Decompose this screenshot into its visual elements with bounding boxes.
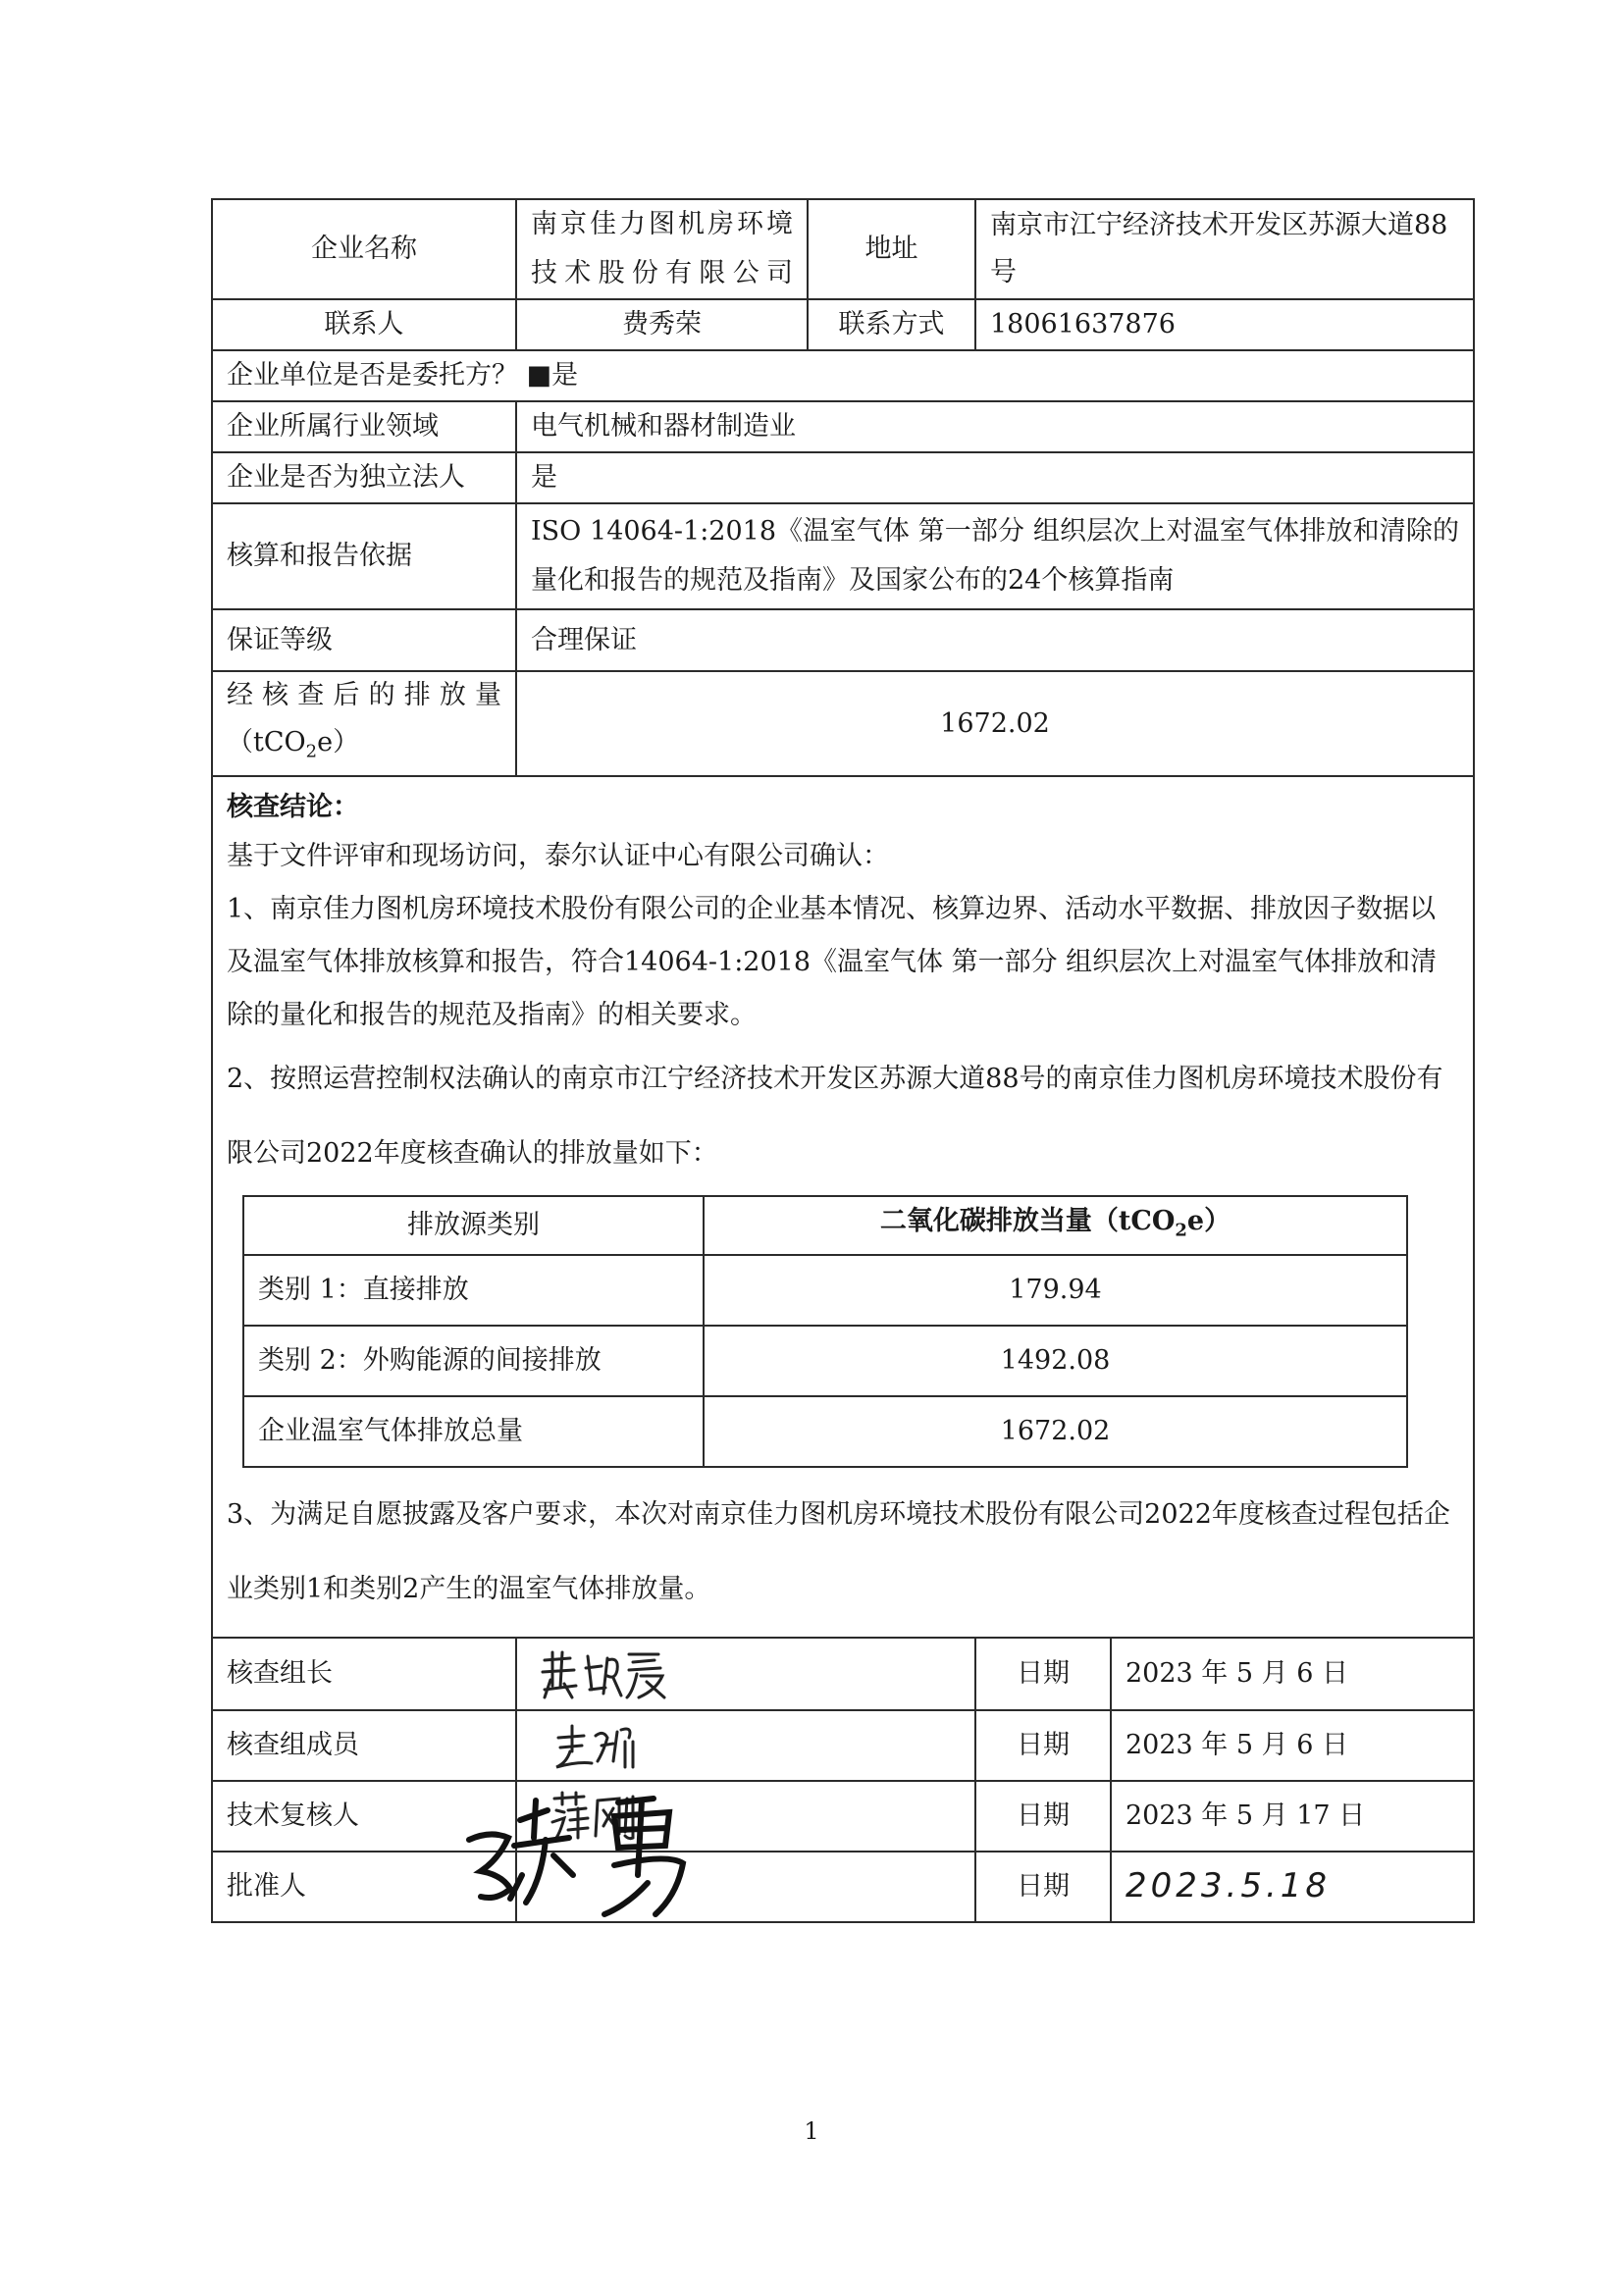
signoff-row (212, 1638, 1474, 1710)
signoff-date-handwritten (1111, 1852, 1474, 1922)
signoff-row (212, 1852, 1474, 1922)
signature-leader (516, 1638, 975, 1710)
assurance-label: 保证等级 (212, 609, 516, 671)
signoff-role: 核查组长 (212, 1638, 516, 1710)
company-name-value: 南京佳力图机房环境技术股份有限公司 (516, 199, 808, 299)
table-row (243, 1326, 1407, 1396)
assurance-value: 合理保证 (516, 609, 1474, 671)
basis-value: ISO 14064-1:2018《温室气体 第一部分 组织层次上对温室气体排放和清除的量化和报告的规范及指南》及国家公布的24个核算指南 (516, 503, 1474, 609)
verified-emissions-unit: （tCO$_2$e） (227, 727, 360, 762)
emission-value: 179.94 (704, 1255, 1407, 1326)
page-number: 1 (804, 2117, 819, 2145)
basis-label: 核算和报告依据 (212, 503, 516, 609)
emission-source-label: 企业温室气体排放总量 (243, 1396, 704, 1467)
handwritten-date: 2023.5.18 (1126, 1865, 1332, 1905)
verification-summary-table (211, 198, 1475, 1923)
emissions-header-source: 排放源类别 (243, 1196, 704, 1255)
date-label: 日期 (975, 1781, 1111, 1852)
date-label: 日期 (975, 1852, 1111, 1922)
verified-emissions-label-cell (212, 671, 516, 776)
conclusion-point-2: 2、按照运营控制权法确认的南京市江宁经济技术开发区苏源大道88号的南京佳力图机房环境技术股份有限公司2022年度核查确认的排放量如下： (227, 1064, 1443, 1170)
emissions-table (242, 1195, 1408, 1468)
emission-value: 1492.08 (704, 1326, 1407, 1396)
conclusion-section (212, 776, 1474, 1638)
signature-approver (451, 1781, 746, 1928)
checked-box-icon: ■ (526, 360, 552, 391)
conclusion-intro: 基于文件评审和现场访问，泰尔认证中心有限公司确认： (227, 841, 889, 872)
industry-label: 企业所属行业领域 (212, 401, 516, 452)
emission-value: 1672.02 (704, 1396, 1407, 1467)
address-value: 南京市江宁经济技术开发区苏源大道88号 (975, 199, 1474, 299)
phone-label: 联系方式 (808, 299, 975, 350)
signoff-date: 2023 年 5 月 6 日 (1111, 1638, 1474, 1710)
table-row (243, 1255, 1407, 1326)
signoff-row (212, 1781, 1474, 1852)
entrust-question: 企业单位是否是委托方？ (227, 360, 518, 391)
conclusion-point-3: 3、为满足自愿披露及客户要求，本次对南京佳力图机房环境技术股份有限公司2022年度核查过程包括企业类别1和类别2产生的温室气体排放量。 (227, 1499, 1450, 1605)
table-row (243, 1396, 1407, 1467)
signoff-date: 2023 年 5 月 17 日 (1111, 1781, 1474, 1852)
contact-value: 费秀荣 (516, 299, 808, 350)
contact-label: 联系人 (212, 299, 516, 350)
signoff-role: 核查组成员 (212, 1710, 516, 1781)
entrust-answer: 是 (551, 360, 579, 391)
verified-emissions-label: 经核查后的排放量 (227, 680, 501, 710)
signoff-date: 2023 年 5 月 6 日 (1111, 1710, 1474, 1781)
date-label: 日期 (975, 1638, 1111, 1710)
legal-person-label: 企业是否为独立法人 (212, 452, 516, 503)
entrust-row (212, 350, 1474, 401)
signoff-role: 批准人 (212, 1852, 516, 1922)
signoff-role: 技术复核人 (212, 1781, 516, 1852)
legal-person-value: 是 (516, 452, 1474, 503)
date-label: 日期 (975, 1710, 1111, 1781)
address-label: 地址 (808, 199, 975, 299)
industry-value: 电气机械和器材制造业 (516, 401, 1474, 452)
phone-value: 18061637876 (975, 299, 1474, 350)
signature-member (516, 1710, 975, 1781)
emission-source-label: 类别 1：直接排放 (243, 1255, 704, 1326)
conclusion-point-1: 1、南京佳力图机房环境技术股份有限公司的企业基本情况、核算边界、活动水平数据、排放因子数据以及温室气体排放核算和报告，符合14064-1:2018《温室气体 第一部分 组织层次上对温室气体排放和清除的量化和报告的规范及指南》的相关要求。 (227, 894, 1438, 1031)
emission-source-label: 类别 2：外购能源的间接排放 (243, 1326, 704, 1396)
emissions-header-value: 二氧化碳排放当量（tCO$_2$e） (704, 1196, 1407, 1255)
signoff-row (212, 1710, 1474, 1781)
conclusion-title: 核查结论： (227, 792, 359, 823)
company-name-label: 企业名称 (212, 199, 516, 299)
verified-emissions-value: 1672.02 (516, 671, 1474, 776)
